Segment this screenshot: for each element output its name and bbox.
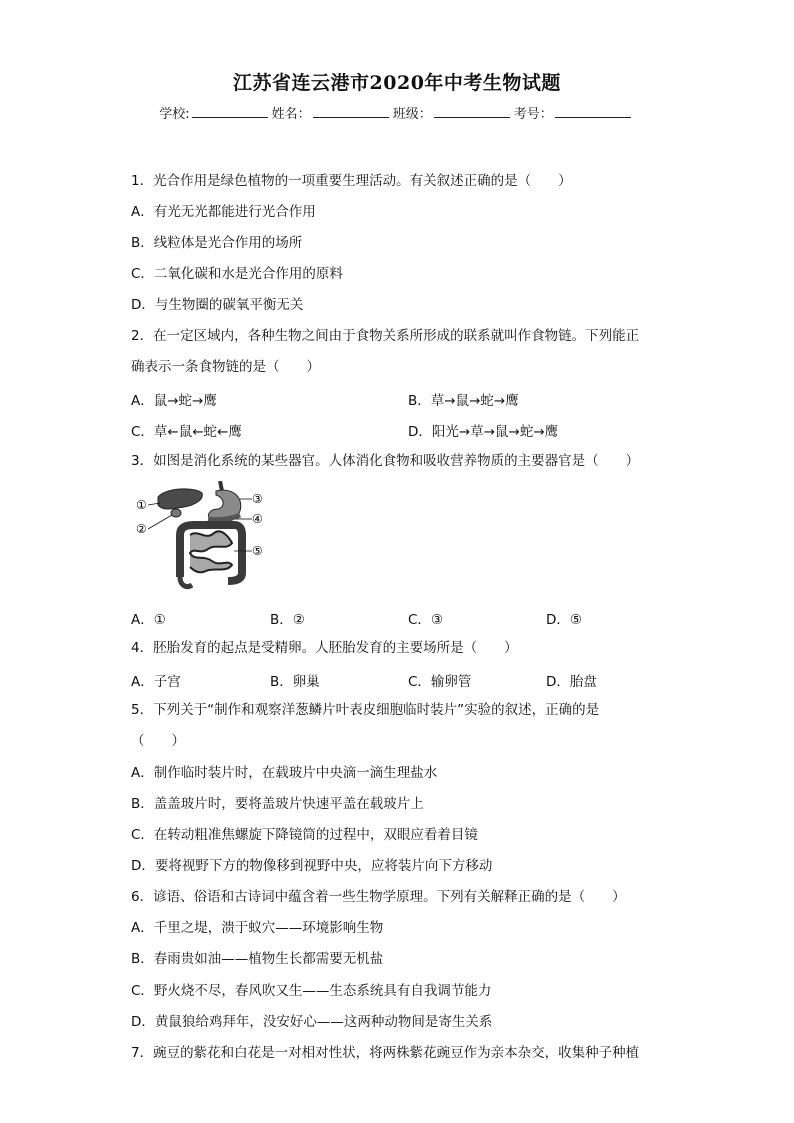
digestive-system-diagram xyxy=(136,481,268,591)
name-label: 姓名： xyxy=(271,107,311,122)
q1-option-c: C．二氧化碳和水是光合作用的原料 xyxy=(131,266,343,282)
q6-option-d: D．黄鼠狼给鸡拜年，没安好心——这两种动物间是寄生关系 xyxy=(131,1014,493,1030)
q2-stem-line2: 确表示一条食物链的是（ ） xyxy=(131,359,320,375)
q5-stem-line1: 5．下列关于“制作和观察洋葱鳞片叶表皮细胞临时装片”实验的叙述，正确的是 xyxy=(131,702,600,718)
leader-2 xyxy=(148,515,172,529)
q4-stem: 4．胚胎发育的起点是受精卵。人胚胎发育的主要场所是（ ） xyxy=(131,640,518,656)
q6-option-a: A．千里之堤，溃于蚁穴——环境影响生物 xyxy=(131,920,384,936)
student-info-line xyxy=(0,103,794,122)
q3-option-c: C．③ xyxy=(408,612,444,628)
school-label: 学校: xyxy=(159,107,190,122)
small-intestine-shape xyxy=(190,531,232,572)
q6-option-c: C．野火烧不尽，春风吹又生——生态系统具有自我调节能力 xyxy=(131,983,492,999)
liver-shape xyxy=(158,489,202,509)
rectum-shape xyxy=(180,577,192,587)
figure-label-4: ④ xyxy=(252,512,263,526)
q2-option-a: A．鼠→蛇→鹰 xyxy=(131,393,217,409)
q3-option-b: B．② xyxy=(270,612,305,628)
q6-option-b: B．春雨贵如油——植物生长都需要无机盐 xyxy=(131,951,384,967)
name-blank[interactable] xyxy=(313,105,389,118)
q2-option-d: D．阳光→草→鼠→蛇→鹰 xyxy=(408,424,559,440)
q2-option-c: C．草←鼠←蛇←鹰 xyxy=(131,424,242,440)
q7-stem: 7．豌豆的紫花和白花是一对相对性状，将两株紫花豌豆作为亲本杂交，收集种子种植 xyxy=(131,1045,640,1061)
q5-option-d: D．要将视野下方的物像移到视野中央，应将装片向下方移动 xyxy=(131,858,493,874)
q1-option-d: D．与生物圈的碳氧平衡无关 xyxy=(131,297,304,313)
page-title: 江苏省连云港市2020年中考生物试题 xyxy=(233,72,561,94)
esophagus-shape xyxy=(220,481,222,491)
q2-stem-line1: 2．在一定区域内，各种生物之间由于食物关系所形成的联系就叫作食物链。下列能正 xyxy=(131,328,640,344)
id-blank[interactable] xyxy=(555,105,631,118)
id-label: 考号： xyxy=(513,107,553,122)
q4-option-a: A．子宫 xyxy=(131,674,181,690)
q5-option-a: A．制作临时装片时，在载玻片中央滴一滴生理盐水 xyxy=(131,765,438,781)
figure-label-1: ① xyxy=(136,498,147,512)
q1-option-b: B．线粒体是光合作用的场所 xyxy=(131,235,303,251)
q6-stem: 6．谚语、俗语和古诗词中蕴含着一些生物学原理。下列有关解释正确的是（ ） xyxy=(131,889,626,905)
figure-label-3: ③ xyxy=(252,492,263,506)
q4-option-c: C．输卵管 xyxy=(408,674,472,690)
q4-option-b: B．卵巢 xyxy=(270,674,320,690)
class-label: 班级： xyxy=(392,107,432,122)
gallbladder-shape xyxy=(171,509,181,517)
q1-option-a: A．有光无光都能进行光合作用 xyxy=(131,204,316,220)
q5-stem-line2: （ ） xyxy=(131,733,185,749)
q3-stem: 3．如图是消化系统的某些器官。人体消化食物和吸收营养物质的主要器官是（ ） xyxy=(131,453,640,469)
school-blank[interactable] xyxy=(192,105,268,118)
q5-option-c: C．在转动粗准焦螺旋下降镜筒的过程中，双眼应看着目镜 xyxy=(131,827,478,843)
q3-option-d: D．⑤ xyxy=(546,612,582,628)
class-blank[interactable] xyxy=(434,105,510,118)
q2-option-b: B．草→鼠→蛇→鹰 xyxy=(408,393,519,409)
q4-option-d: D．胎盘 xyxy=(546,674,597,690)
q5-option-b: B．盖盖玻片时，要将盖玻片快速平盖在载玻片上 xyxy=(131,796,424,812)
digestive-system-figure xyxy=(136,481,268,591)
q3-option-a: A．① xyxy=(131,612,166,628)
figure-label-2: ② xyxy=(136,522,147,536)
q1-stem: 1．光合作用是绿色植物的一项重要生理活动。有关叙述正确的是（ ） xyxy=(131,173,572,189)
figure-label-5: ⑤ xyxy=(252,544,263,558)
